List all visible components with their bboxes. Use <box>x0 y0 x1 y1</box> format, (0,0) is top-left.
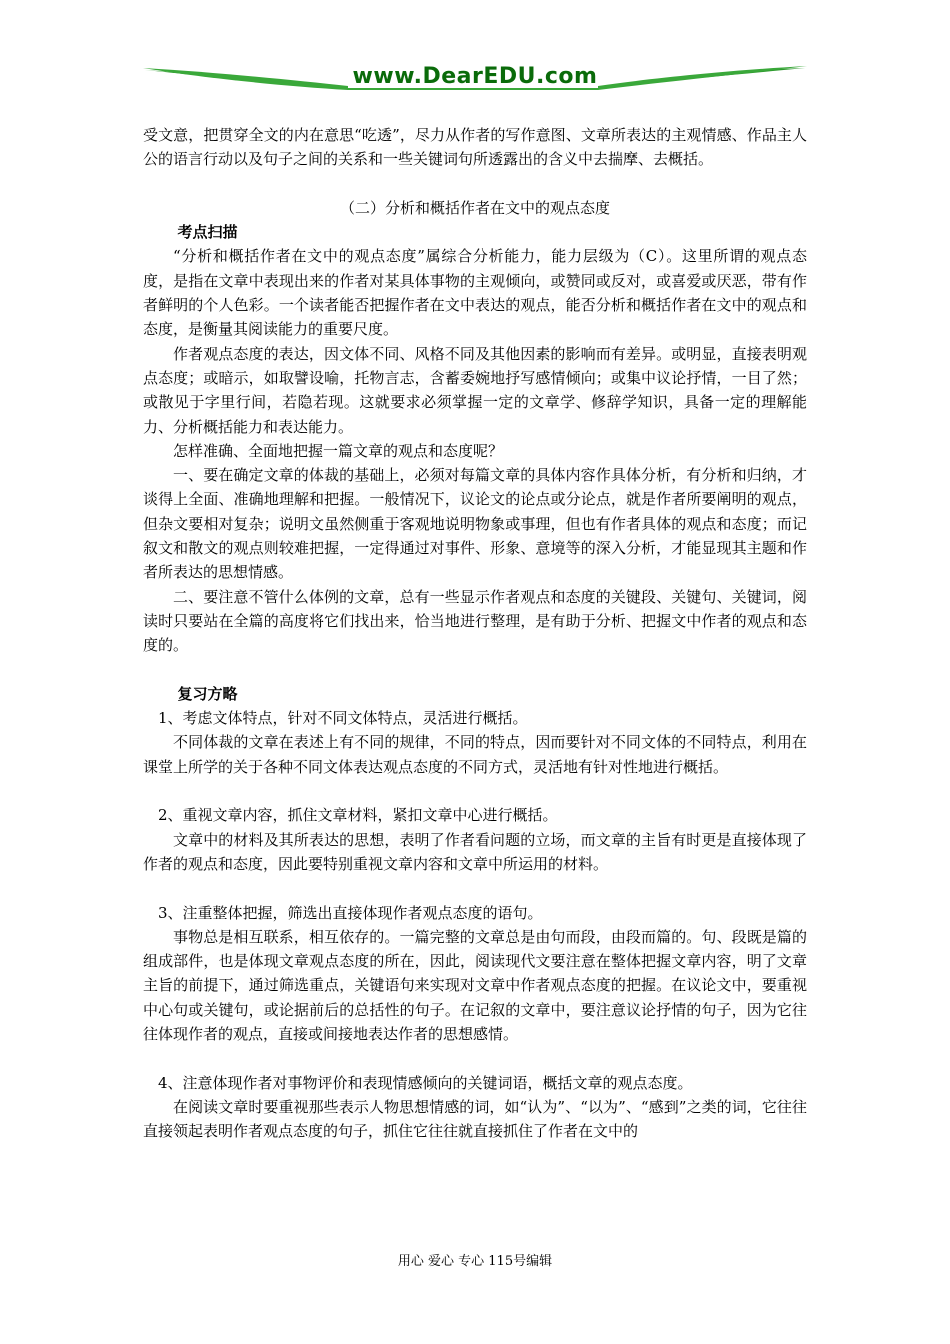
strategy-2-body: 文章中的材料及其所表达的思想，表明了作者看问题的立场，而文章的主旨有时更是直接体现了作者的观点和态度，因此要特别重视文章内容和文章中所运用的材料。 <box>143 830 807 873</box>
page-footer: 用心 爱心 专心 115号编辑 <box>397 1254 553 1269</box>
paragraph: 怎样准确、全面地把握一篇文章的观点和态度呢？ <box>173 441 504 460</box>
paragraph: 一、要在确定文章的体裁的基础上，必须对每篇文章的具体内容作具体分析，有分析和归纳，才谈得上全面、准确地理解和把握。一般情况下，议论文的论点或分论点，就是作者所要阐明的观点，但杂文要相对复杂；说明文虽然侧重于客观地说明物象或事理，但也有作者具体的观点和态度；而记叙文和散文的观点则较难把握，一定得通过对事件、形象、意境等的深入分析，才能显现其主题和作者所表达的思想情感。 <box>143 466 807 582</box>
site-logo-text: www.DearEDU.com <box>352 64 598 89</box>
paragraph-continued: 受文意，把贯穿全文的内在意思“吃透”，尽力从作者的写作意图、文章所表达的主观情感、作品主人公的语言行动以及句子之间的关系和一些关键词句所透露出的含义中去揣摩、去概括。 <box>143 126 807 169</box>
document-body <box>143 123 807 1143</box>
strategy-1-body: 不同体裁的文章在表述上有不同的规律，不同的特点，因而要针对不同文体的不同特点，利用在课堂上所学的关于各种不同文体表达观点态度的不同方式，灵活地有针对性地进行概括。 <box>143 733 807 776</box>
strategy-4-title: 4、注意体现作者对事物评价和表现情感倾向的关键词语，概括文章的观点态度。 <box>158 1073 693 1092</box>
page-header <box>143 62 807 96</box>
paragraph: 作者观点态度的表达，因文体不同、风格不同及其他因素的影响而有差异。或明显，直接表明观点态度；或暗示，如取譬设喻，托物言志，含蓄委婉地抒写感情倾向；或集中议论抒情，一目了然；或散见于字里行间，若隐若现。这就要求必须掌握一定的文章学、修辞学知识，具备一定的理解能力、分析概括能力和表达能力。 <box>143 344 807 436</box>
strategy-1-title: 1、考虑文体特点，针对不同文体特点，灵活进行概括。 <box>158 709 528 728</box>
heading-review-strategy: 复习方略 <box>177 684 238 703</box>
paragraph: “分析和概括作者在文中的观点态度”属综合分析能力，能力层级为（C）。这里所谓的观点态度，是指在文章中表现出来的作者对某具体事物的主观倾向，或赞同或反对，或喜爱或厌恶，带有作者鲜明的个人色彩。一个读者能否把握作者在文中表达的观点，能否分析和概括作者在文中的观点和态度，是衡量其阅读能力的重要尺度。 <box>143 247 807 339</box>
heading-exam-scan: 考点扫描 <box>177 223 238 242</box>
section-title: （二）分析和概括作者在文中的观点态度 <box>339 198 610 217</box>
strategy-3-title: 3、注重整体把握，筛选出直接体现作者观点态度的语句。 <box>158 903 543 922</box>
strategy-3-body: 事物总是相互联系，相互依存的。一篇完整的文章总是由句而段，由段而篇的。句、段既是篇的组成部件，也是体现文章观点态度的所在，因此，阅读现代文要注意在整体把握文章内容，明了文章主旨的前提下，通过筛选重点，关键语句来实现对文章中作者观点态度的把握。在议论文中，要重视中心句或关键句，或论据前后的总括性的句子。在记叙的文章中，要注意议论抒情的句子，因为它往往体现作者的观点，直接或间接地表达作者的思想感情。 <box>143 927 807 1043</box>
strategy-4-body: 在阅读文章时要重视那些表示人物思想情感的词，如“认为”、“以为”、“感到”之类的词，它往往直接领起表明作者观点态度的句子，抓住它往往就直接抓住了作者在文中的 <box>143 1097 807 1141</box>
strategy-2-title: 2、重视文章内容，抓住文章材料，紧扣文章中心进行概括。 <box>158 806 558 825</box>
paragraph: 二、要注意不管什么体例的文章，总有一些显示作者观点和态度的关键段、关键句、关键词，阅读时只要站在全篇的高度将它们找出来，恰当地进行整理，是有助于分析、把握文中作者的观点和态度的。 <box>143 587 807 655</box>
